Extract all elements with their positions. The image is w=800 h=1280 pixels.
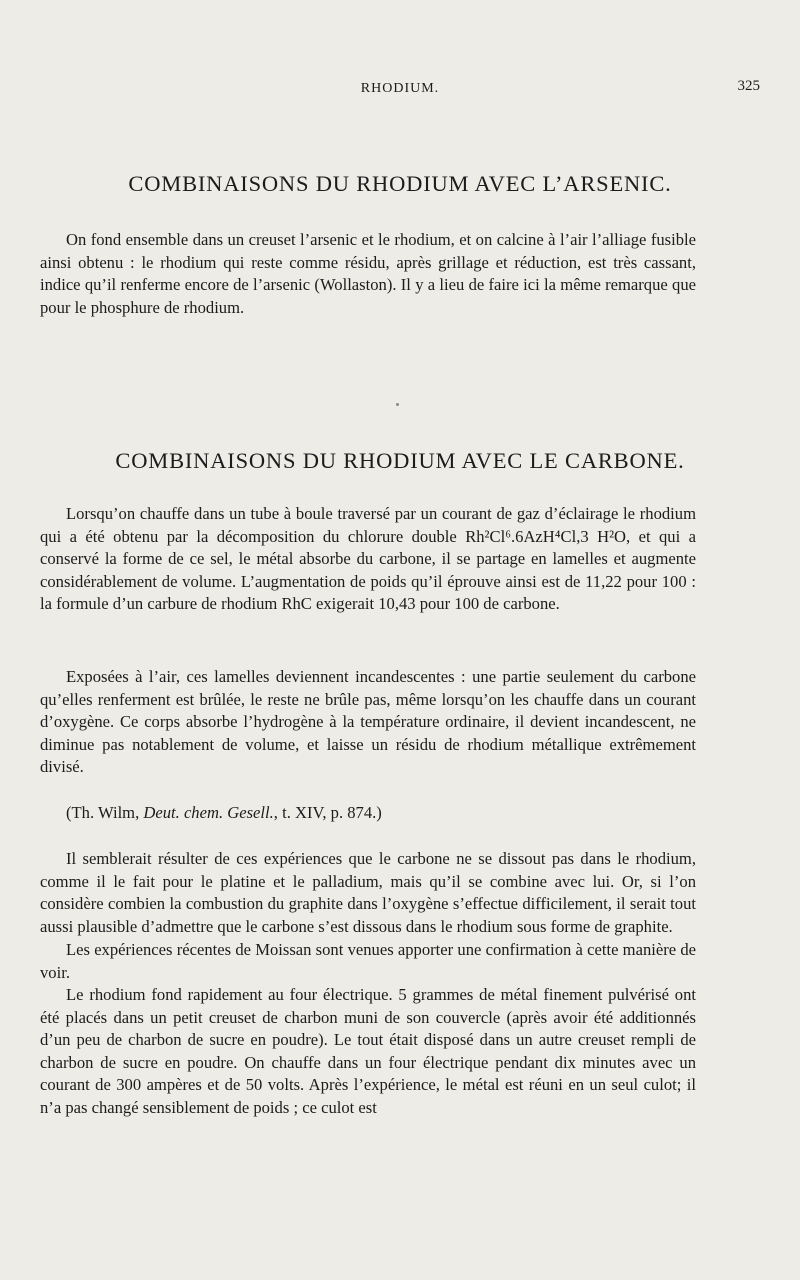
paragraph-carbone-2: Exposées à l’air, ces lamelles deviennent incandescentes : une partie seulement du carbone qu’elles renferment est brûlée, le reste ne brûle pas, même lorsqu’on les chauffe dans un courant d’oxygène. Ce corps absorbe l’hydrogène à la température ordinaire, il devient incandescent, ne diminue pas notablement de volume, et laisse un résidu de rhodium métallique extrêmement divisé. xyxy=(40,667,696,776)
section-title-arsenic: COMBINAISONS DU RHODIUM AVEC L’ARSENIC. xyxy=(128,171,672,196)
paragraph-carbone-5: Le rhodium fond rapidement au four électrique. 5 grammes de métal finement pulvérisé ont été placés dans un petit creuset de charbon muni de son couvercle (après avoir été additionnés d’un peu de charbon de sucre en poudre). Le tout était disposé dans un autre creuset rempli de charbon de sucre en poudre. On chauffe dans un four électrique pendant dix minutes avec un courant de 300 ampères et de 50 volts. Après l’expérience, le métal est réuni en un seul culot; il n’a pas changé sensiblement de poids ; ce culot est xyxy=(40,985,696,1117)
citation-before: (Th. Wilm, xyxy=(66,803,144,822)
ink-dot xyxy=(396,403,399,406)
citation xyxy=(40,802,696,825)
paragraph-carbone-3: Il semblerait résulter de ces expériences que le carbone ne se dissout pas dans le rhodium, comme il le fait pour le platine et le palladium, mais qu’il se combine avec lui. Or, si l’on considère combien la combustion du graphite dans l’oxygène s’effectue difficilement, il serait tout aussi plausible d’admettre que le carbone s’est dissous dans le rhodium sous forme de graphite. xyxy=(40,849,696,936)
paragraph-carbone-1: Lorsqu’on chauffe dans un tube à boule traversé par un courant de gaz d’éclairage le rhodium qui a été obtenu par la décomposition du chlorure double Rh²Cl⁶.6AzH⁴Cl,3 H²O, et qui a conservé la forme de ce sel, le métal absorbe du carbone, il se partage en lamelles et augmente considérablement de volume. L’augmentation de poids qu’il éprouve ainsi est de 11,22 pour 100 : la formule d’un carbure de rhodium RhC exigerait 10,43 pour 100 de carbone. xyxy=(40,504,696,613)
citation-journal: Deut. chem. Gesell. xyxy=(143,803,274,822)
running-head: RHODIUM. xyxy=(360,81,440,96)
page-number: 325 xyxy=(737,78,760,94)
citation-after: , t. XIV, p. 874.) xyxy=(273,803,382,822)
paragraph-carbone-4: Les expériences récentes de Moissan sont venues apporter une confirmation à cette manière de voir. xyxy=(40,940,696,982)
section-title-carbone: COMBINAISONS DU RHODIUM AVEC LE CARBONE. xyxy=(115,448,685,473)
paragraph-arsenic: On fond ensemble dans un creuset l’arsenic et le rhodium, et on calcine à l’air l’alliage fusible ainsi obtenu : le rhodium qui reste comme résidu, après grillage et réduction, est très cassant, indice qu’il renferme encore de l’arsenic (Wollaston). Il y a lieu de faire ici la même remarque que pour le phosphure de rhodium. xyxy=(40,230,696,317)
